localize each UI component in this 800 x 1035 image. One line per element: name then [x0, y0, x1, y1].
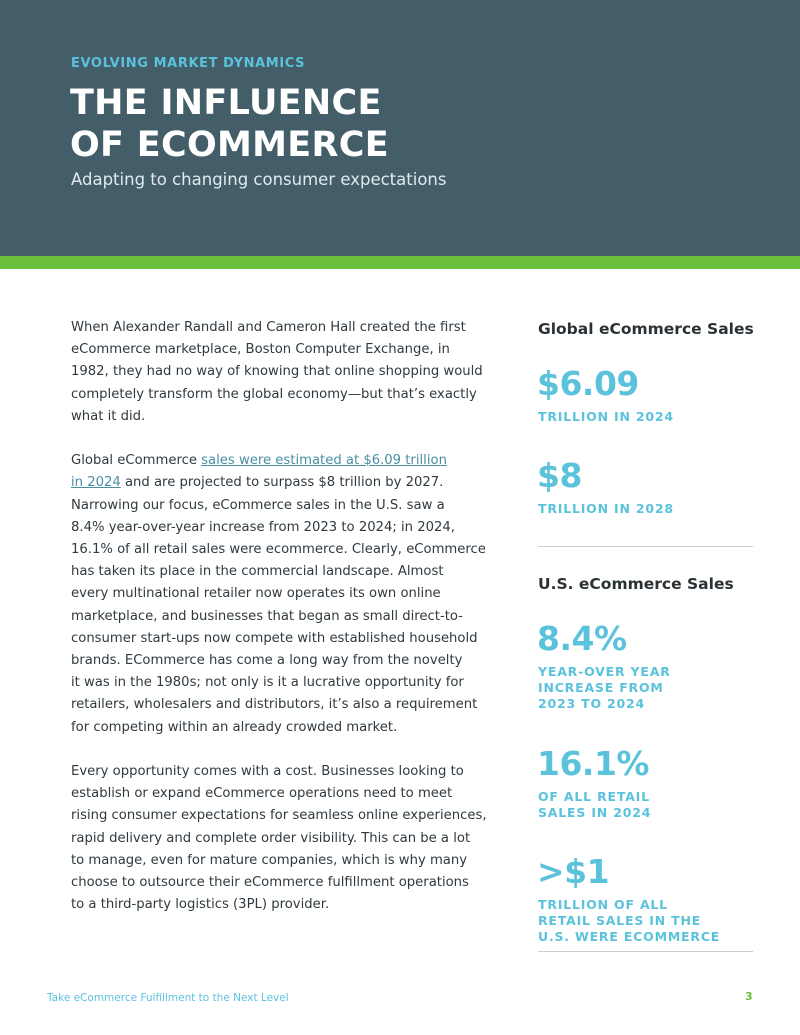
- stat-label-line: U.S. WERE ECOMMERCE: [538, 929, 721, 944]
- stat-label-line: 2023 TO 2024: [538, 696, 646, 711]
- stat-label-line: TRILLION OF ALL: [538, 897, 668, 912]
- stat-label: [538, 897, 720, 945]
- page-number: 3: [745, 990, 753, 1003]
- stat-label-line: INCREASE FROM: [538, 680, 664, 695]
- text-line: rising consumer expectations for seamless online experiences,: [71, 808, 487, 824]
- text-line: every multinational retailer now operates its own online: [71, 586, 441, 602]
- text-line: to a third-party logistics (3PL) provider.: [71, 897, 330, 913]
- text-line: to manage, even for mature companies, which is why many: [71, 852, 468, 868]
- paragraph-history: [71, 317, 491, 428]
- text-line: retailers, wholesalers and distributors, it’s also a requirement: [71, 697, 478, 713]
- text-line: Narrowing our focus, eCommerce sales in the U.S. saw a: [71, 497, 445, 513]
- stat-label-line: YEAR-OVER YEAR: [538, 664, 671, 679]
- page-subtitle: Adapting to changing consumer expectations: [71, 170, 447, 189]
- stat-label: [538, 409, 674, 425]
- global-sales-heading: Global eCommerce Sales: [538, 320, 754, 338]
- text-line: [71, 450, 491, 472]
- stat-label: [538, 789, 651, 821]
- text-line: eCommerce marketplace, Boston Computer Exchange, in: [71, 342, 450, 358]
- text-line: has taken its place in the commercial landscape. Almost: [71, 564, 444, 580]
- stat-label-line: SALES IN 2024: [538, 805, 652, 820]
- paragraph-market-size: [71, 450, 491, 739]
- section-eyebrow: EVOLVING MARKET DYNAMICS: [71, 56, 306, 71]
- stat-value: $6.09: [537, 364, 639, 403]
- stat-label-line: TRILLION IN 2028: [538, 501, 674, 516]
- sales-estimate-link[interactable]: sales were estimated at $6.09 trillion: [201, 453, 447, 469]
- stat-value: 8.4%: [537, 619, 627, 658]
- footer-tagline: Take eCommerce Fulfillment to the Next Level: [47, 992, 289, 1004]
- text-line: rapid delivery and complete order visibility. This can be a lot: [71, 830, 471, 846]
- text-line: for competing within an already crowded market.: [71, 719, 398, 735]
- stat-label: [538, 501, 674, 517]
- text-fragment: and are projected to surpass $8 trillion by 2027.: [120, 475, 444, 491]
- text-line: completely transform the global economy—but that’s exactly: [71, 386, 477, 402]
- stat-label-line: TRILLION IN 2024: [538, 409, 674, 424]
- text-line: 1982, they had no way of knowing that online shopping would: [71, 364, 483, 380]
- text-line: choose to outsource their eCommerce fulfillment operations: [71, 875, 469, 891]
- paragraph-outsourcing: [71, 761, 491, 916]
- stat-value: $8: [537, 456, 582, 495]
- stat-label-line: OF ALL RETAIL: [538, 789, 650, 804]
- us-sales-heading: U.S. eCommerce Sales: [538, 575, 734, 593]
- stat-value: 16.1%: [537, 744, 649, 783]
- sidebar-divider: [538, 546, 753, 547]
- article-body: [71, 317, 491, 939]
- page-title: [70, 82, 389, 166]
- stat-value: >$1: [537, 852, 610, 891]
- accent-divider-bar: [0, 256, 800, 269]
- stat-label-line: RETAIL SALES IN THE: [538, 913, 702, 928]
- page-title-line: OF ECOMMERCE: [70, 125, 389, 165]
- text-line: what it did.: [71, 408, 146, 424]
- text-line: marketplace, and businesses that began as small direct-to-: [71, 608, 463, 624]
- text-line: 16.1% of all retail sales were ecommerce. Clearly, eCommerce: [71, 542, 486, 558]
- text-line: it was in the 1980s; not only is it a lucrative opportunity for: [71, 675, 464, 691]
- text-fragment: Global eCommerce: [71, 453, 202, 469]
- text-line: consumer start-ups now compete with established household: [71, 630, 478, 646]
- text-line: When Alexander Randall and Cameron Hall created the first: [71, 320, 466, 335]
- text-line: 8.4% year-over-year increase from 2023 to 2024; in 2024,: [71, 519, 455, 535]
- text-line: Every opportunity comes with a cost. Businesses looking to: [71, 764, 464, 780]
- text-line: brands. ECommerce has come a long way from the novelty: [71, 653, 463, 669]
- page-title-line: THE INFLUENCE: [70, 83, 382, 123]
- sidebar-divider: [538, 951, 753, 952]
- text-line: establish or expand eCommerce operations need to meet: [71, 786, 453, 802]
- stat-label: [538, 664, 671, 712]
- sales-estimate-link-cont[interactable]: in 2024: [71, 475, 121, 491]
- text-line: [71, 472, 491, 494]
